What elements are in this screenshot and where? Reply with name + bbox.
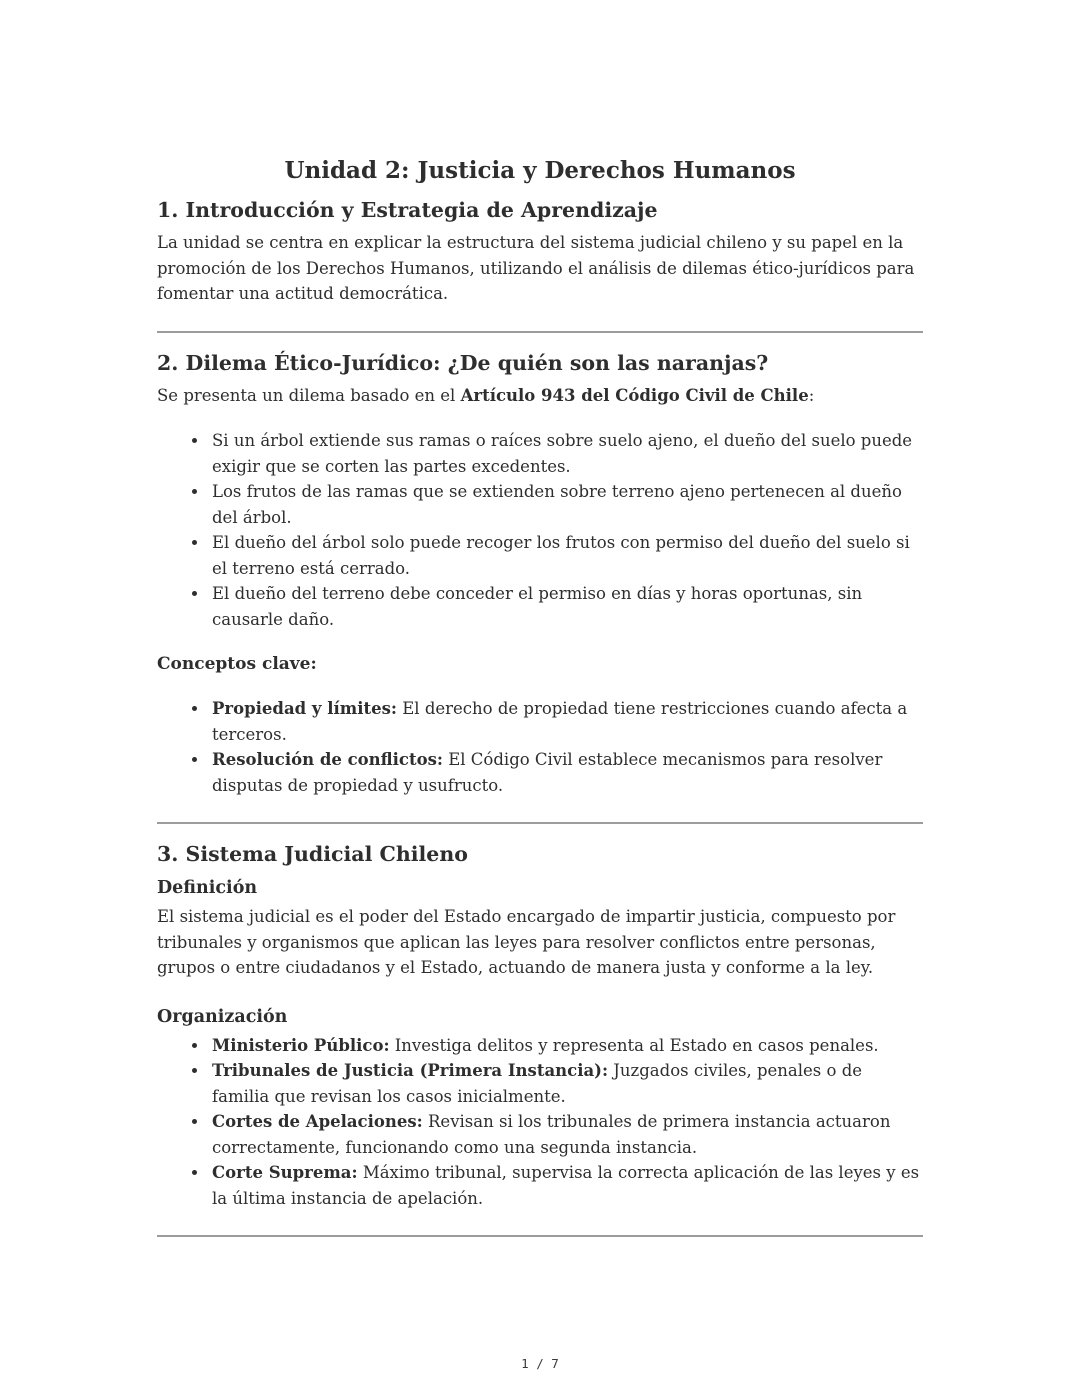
organizacion-list: [157, 1033, 923, 1212]
document-title: Unidad 2: Justicia y Derechos Humanos: [284, 157, 796, 184]
list-item: [209, 1033, 923, 1059]
list-item: • El dueño del terreno debe conceder el permiso en días y horas oportunas, sin causarle daño.: [209, 581, 923, 632]
section-sistema-judicial: [157, 840, 923, 1211]
section-dilema: [157, 349, 923, 799]
organization-term: Cortes de Apelaciones:: [212, 1112, 423, 1131]
section-heading-introduccion: 1. Introducción y Estrategia de Aprendizaje: [157, 198, 658, 222]
concept-term: Propiedad y límites:: [212, 699, 398, 718]
organization-description: Juzgados civiles, penales o de familia que revisan los casos inicialmente.: [212, 1061, 863, 1106]
list-item: [209, 747, 923, 798]
page-footer: [0, 1356, 1080, 1371]
concepts-heading: Conceptos clave:: [157, 654, 317, 674]
concept-description: El Código Civil establece mecanismos para resolver disputas de propiedad y usufructo.: [212, 750, 883, 795]
definicion-subheading: Definición: [157, 878, 258, 898]
organization-description: Máximo tribunal, supervisa la correcta aplicación de las leyes y es la última instancia de apelación.: [212, 1163, 920, 1208]
organizacion-subheading: Organización: [157, 1006, 288, 1027]
list-item: [209, 1109, 923, 1160]
concept-description: El derecho de propiedad tiene restricciones cuando afecta a terceros.: [212, 699, 908, 744]
organization-term: Ministerio Público:: [212, 1035, 390, 1055]
dilema-intro-suffix: :: [808, 385, 815, 405]
section-introduccion: [157, 196, 923, 307]
section-divider: [157, 331, 923, 333]
list-item: • El dueño del árbol solo puede recoger los frutos con permiso del dueño del suelo si el terreno está cerrado.: [209, 530, 923, 581]
list-item: • Los frutos de las ramas que se extienden sobre terreno ajeno pertenecen al dueño del árbol.: [209, 479, 923, 530]
organization-term: Corte Suprema:: [212, 1163, 358, 1182]
list-item: [209, 1058, 923, 1109]
dilema-intro-reference: Artículo 943 del Código Civil de Chile: [460, 385, 809, 405]
intro-paragraph: La unidad se centra en explicar la estructura del sistema judicial chileno y su papel en la promoción de los Derechos Humanos, utilizando el análisis de dilemas ético-jurídicos para fomentar una actitud democrática.: [157, 233, 915, 303]
organization-description: Investiga delitos y representa al Estado en casos penales.: [389, 1035, 879, 1055]
section-heading-sistema-judicial: 3. Sistema Judicial Chileno: [157, 842, 468, 866]
organization-term: Tribunales de Justicia (Primera Instancia):: [212, 1061, 609, 1080]
dilema-intro-paragraph: [157, 383, 923, 409]
section-divider: [157, 1235, 923, 1237]
definicion-paragraph: El sistema judicial es el poder del Estado encargado de impartir justicia, compuesto por tribunales y organismos que aplican las leyes para resolver conflictos entre personas, grupos o entre ciudadanos y el Estado, actuando de manera justa y conforme a la ley.: [157, 907, 896, 977]
concept-term: Resolución de conflictos:: [212, 750, 443, 769]
dilema-intro-prefix: Se presenta un dilema basado en el: [157, 385, 461, 405]
list-item: [209, 1160, 923, 1211]
list-item: • Si un árbol extiende sus ramas o raíces sobre suelo ajeno, el dueño del suelo puede exigir que se corten las partes excedentes.: [209, 428, 923, 479]
dilema-rules-list: [157, 428, 923, 632]
section-divider: [157, 822, 923, 824]
page-number-indicator: 1 / 7: [521, 1356, 559, 1371]
section-heading-dilema: 2. Dilema Ético-Jurídico: ¿De quién son las naranjas?: [157, 350, 769, 375]
list-item: [209, 696, 923, 747]
concepts-list: [157, 696, 923, 798]
organization-description: Revisan si los tribunales de primera instancia actuaron correctamente, funcionando como una segunda instancia.: [212, 1112, 891, 1157]
